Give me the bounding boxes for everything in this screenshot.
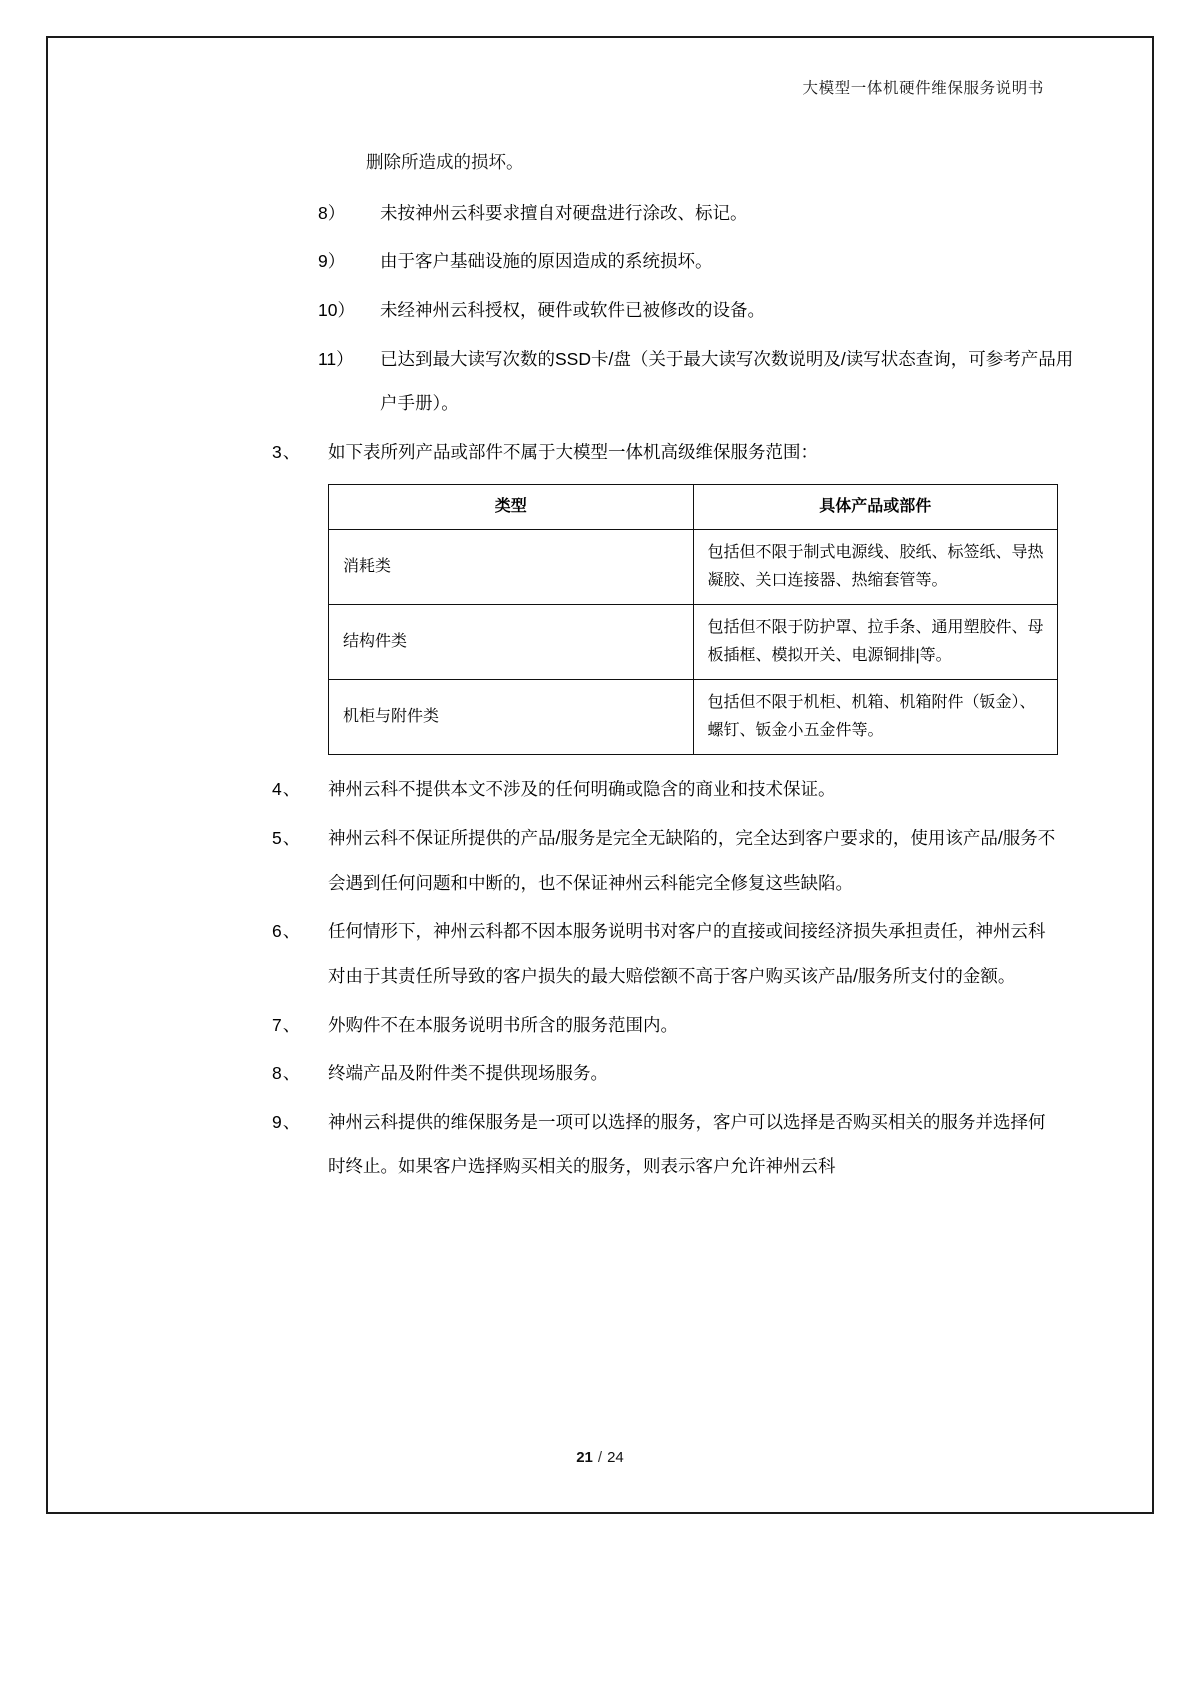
list-item-number: 7、 bbox=[272, 1014, 302, 1035]
continued-paragraph: 删除所造成的损坏。 bbox=[366, 152, 524, 172]
list-item-text: 未按神州云科要求擅自对硬盘进行涂改、标记。 bbox=[380, 202, 748, 223]
list-item-text: 由于客户基础设施的原因造成的系统损坏。 bbox=[380, 251, 713, 272]
list-item-number: 9、 bbox=[272, 1111, 302, 1132]
list-item-text: 已达到最大读写次数的SSD卡/盘（关于最大读写次数说明及/读写状态查询，可参考产品用户手册）。 bbox=[380, 348, 1074, 414]
table-cell-type: 机柜与附件类 bbox=[329, 680, 694, 755]
table-cell-desc: 包括但不限于防护罩、拉手条、通用塑胶件、母板插框、模拟开关、电源铜排|等。 bbox=[693, 605, 1058, 680]
table-row bbox=[329, 680, 1058, 755]
table-row bbox=[329, 605, 1058, 680]
list-item-number: 11） bbox=[318, 348, 354, 369]
list-item bbox=[272, 1003, 1094, 1048]
list-item bbox=[272, 816, 1094, 905]
list-item-text: 神州云科不提供本文不涉及的任何明确或隐含的商业和技术保证。 bbox=[328, 779, 836, 800]
exclusion-table bbox=[328, 484, 1058, 755]
table-cell-type: 结构件类 bbox=[329, 605, 694, 680]
list-item-text: 未经神州云科授权，硬件或软件已被修改的设备。 bbox=[380, 299, 765, 320]
list-item-number: 10） bbox=[318, 299, 355, 320]
page-content bbox=[46, 36, 1154, 1514]
list-item-text: 如下表所列产品或部件不属于大模型一体机高级维保服务范围： bbox=[328, 441, 818, 462]
list-item-number: 6、 bbox=[272, 921, 302, 942]
list-item bbox=[318, 288, 1094, 333]
list-item bbox=[272, 767, 1094, 812]
footer-current-page: 21 bbox=[576, 1449, 593, 1466]
list-item-number: 8、 bbox=[272, 1063, 302, 1084]
table-header-desc: 具体产品或部件 bbox=[693, 485, 1058, 530]
list-item-text: 终端产品及附件类不提供现场服务。 bbox=[328, 1063, 608, 1084]
table-cell-desc: 包括但不限于制式电源线、胶纸、标签纸、导热凝胶、关口连接器、热缩套管等。 bbox=[693, 530, 1058, 605]
table-cell-type: 消耗类 bbox=[329, 530, 694, 605]
table-row bbox=[329, 530, 1058, 605]
list-item-text: 任何情形下，神州云科都不因本服务说明书对客户的直接或间接经济损失承担责任，神州云科对由于其责任所导致的客户损失的最大赔偿额不高于客户购买该产品/服务所支付的金额。 bbox=[328, 921, 1046, 986]
list-item bbox=[272, 1100, 1094, 1189]
list-item bbox=[272, 430, 1094, 475]
list-item-text: 神州云科不保证所提供的产品/服务是完全无缺陷的，完全达到客户要求的，使用该产品/服务不会遇到任何问题和中断的，也不保证神州云科能完全修复这些缺陷。 bbox=[328, 828, 1056, 893]
list-item bbox=[318, 239, 1094, 284]
page-header-title: 大模型一体机硬件维保服务说明书 bbox=[802, 79, 1044, 97]
list-item-text: 神州云科提供的维保服务是一项可以选择的服务，客户可以选择是否购买相关的服务并选择何时终止。如果客户选择购买相关的服务，则表示客户允许神州云科 bbox=[328, 1111, 1046, 1177]
list-item bbox=[272, 1051, 1094, 1096]
list-item-number: 8） bbox=[318, 202, 346, 223]
list-item-number: 9） bbox=[318, 251, 346, 272]
list-item bbox=[318, 191, 1094, 236]
list-item bbox=[318, 337, 1094, 426]
page-footer bbox=[46, 1449, 1154, 1466]
table-header-type: 类型 bbox=[329, 485, 694, 530]
list-item-number: 4、 bbox=[272, 779, 302, 800]
list-item-text: 外购件不在本服务说明书所含的服务范围内。 bbox=[328, 1014, 678, 1035]
footer-separator: / bbox=[597, 1449, 603, 1466]
footer-total-pages: 24 bbox=[607, 1449, 624, 1466]
list-item-number: 5、 bbox=[272, 828, 302, 848]
table-header-row bbox=[329, 485, 1058, 530]
list-item-number: 3、 bbox=[272, 441, 302, 462]
table-cell-desc: 包括但不限于机柜、机箱、机箱附件（钣金）、螺钉、钣金小五金件等。 bbox=[693, 680, 1058, 755]
list-item bbox=[272, 909, 1094, 998]
